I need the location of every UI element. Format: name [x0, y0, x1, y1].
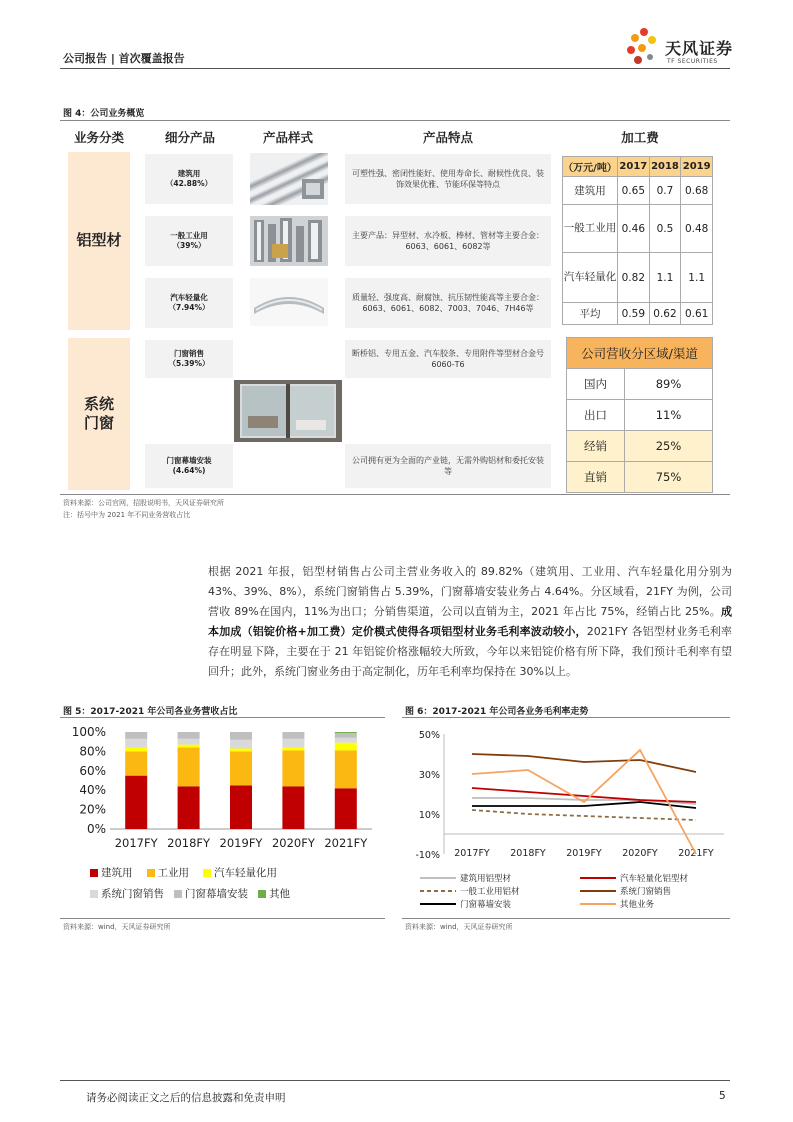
- legend-swatch: [258, 890, 266, 898]
- fee-cell: 平均: [563, 303, 618, 325]
- share-cell: 经销: [567, 431, 625, 462]
- bar-segment: [125, 732, 147, 739]
- features-building: 可塑性强、密闭性能好、使用寿命长、耐候性优良、装饰效果优雅、节能环保等特点: [345, 154, 551, 204]
- col-header-style: 产品样式: [262, 130, 313, 145]
- figure4-title: 图 4：公司业务概览: [63, 109, 145, 119]
- figure6-bottom-rule: [402, 918, 730, 919]
- bar-segment: [178, 745, 200, 748]
- revenue-share-table: [566, 337, 713, 493]
- fee-cell: 0.48: [681, 205, 713, 253]
- x-tick-label: 2021FY: [324, 836, 368, 850]
- legend-swatch: [203, 869, 211, 877]
- legend-item: 门窗幕墙安装: [174, 886, 248, 901]
- figure4-source: 资料来源：公司官网，招股说明书，天风证券研究所: [63, 499, 224, 507]
- legend-swatch: [90, 869, 98, 877]
- fee-table-header: [563, 157, 713, 177]
- y-tick-label: -10%: [415, 850, 440, 861]
- fee-cell: 一般工业用: [563, 205, 618, 253]
- y-tick-label: 40%: [79, 783, 106, 798]
- page-number: 5: [719, 1090, 726, 1102]
- col-header-category: 业务分类: [73, 130, 124, 145]
- figure6-source: 资料来源：wind，天风证券研究所: [405, 923, 513, 931]
- fee-row: [563, 303, 713, 325]
- col-header-features: 产品特点: [422, 130, 473, 145]
- col-header-fee: 加工费: [621, 130, 659, 145]
- bar-segment: [125, 748, 147, 752]
- bar-segment: [125, 739, 147, 748]
- footer-disclaimer: 请务必阅读正文之后的信息披露和免责申明: [86, 1092, 286, 1104]
- legend-item: 汽车轻量化铝型材: [580, 872, 730, 884]
- fee-cell: 1.1: [649, 253, 681, 303]
- share-row: [567, 369, 713, 400]
- figure6-rule: [402, 717, 730, 718]
- legend-item: 门窗幕墙安装: [420, 898, 580, 910]
- y-tick-label: 0%: [86, 822, 106, 836]
- bar-segment: [335, 743, 357, 751]
- share-cell: 75%: [625, 462, 713, 493]
- legend-item: 其他业务: [580, 898, 730, 910]
- fee-year-cell: 2019: [681, 157, 713, 177]
- legend-line-icon: [580, 875, 616, 881]
- product-curtain-install: 门窗幕墙安装 (4.64%): [145, 444, 233, 488]
- fee-cell: 0.65: [618, 177, 650, 205]
- features-curtain-install: 公司拥有更为全面的产业链，无需外购铝材和委托安装等: [345, 444, 551, 488]
- y-tick-label: 50%: [418, 730, 440, 741]
- fee-cell: 0.62: [649, 303, 681, 325]
- figure4-bottom-rule: [60, 494, 730, 495]
- header-divider: [60, 68, 730, 69]
- x-tick-label: 2020FY: [622, 848, 658, 859]
- fee-row: [563, 177, 713, 205]
- fee-cell: 0.5: [649, 205, 681, 253]
- x-tick-label: 2018FY: [510, 848, 546, 859]
- figure5-legend: [90, 865, 380, 901]
- bar-segment: [178, 739, 200, 745]
- share-table-title: 公司营收分区域/渠道: [567, 338, 713, 369]
- bar-segment: [282, 748, 304, 751]
- legend-line-icon: [580, 888, 616, 894]
- share-cell: 11%: [625, 400, 713, 431]
- legend-item: 建筑用: [90, 865, 133, 880]
- bar-segment: [230, 748, 252, 751]
- logo-subtext: TF SECURITIES: [667, 58, 718, 65]
- legend-item: 建筑用铝型材: [420, 872, 580, 884]
- figure5-title: 图 5：2017-2021 年公司各业务营收占比: [63, 707, 238, 717]
- bar-segment: [230, 785, 252, 829]
- legend-item: 工业用: [147, 865, 190, 880]
- legend-swatch: [147, 869, 155, 877]
- x-tick-label: 2019FY: [566, 848, 602, 859]
- product-industrial: 一般工业用 （39%）: [145, 216, 233, 266]
- figure6-legend: [420, 872, 730, 910]
- report-header-title: 公司报告 | 首次覆盖报告: [63, 52, 185, 65]
- share-table-header: [567, 338, 713, 369]
- category-system-windows: 系统门窗: [68, 338, 130, 490]
- bar-segment: [125, 751, 147, 775]
- legend-item: 系统门窗销售: [90, 886, 164, 901]
- bar-segment: [230, 751, 252, 785]
- legend-line-icon: [580, 901, 616, 907]
- share-row: [567, 462, 713, 493]
- share-cell: 直销: [567, 462, 625, 493]
- fee-cell: 0.61: [681, 303, 713, 325]
- col-header-subproduct: 细分产品: [164, 130, 215, 145]
- fee-year-cell: 2018: [649, 157, 681, 177]
- fee-cell: 0.46: [618, 205, 650, 253]
- aluminum-profile-image: [250, 153, 328, 205]
- legend-line-icon: [420, 875, 456, 881]
- body-paragraph: 根据 2021 年报，铝型材销售占公司主营业务收入的 89.82%（建筑用、工业用、汽车轻量化用分别为 43%、39%、8%），系统门窗销售占 5.39%，门窗幕墙安装业务占 4.64%。分区域看，21FY 为例，公司营收 89%在国内，11%为出口；分销售渠道，公司以直销为主，2021 年占比 75%，经销占比 25%。成本加成（铝锭价格+加工费）定价模式使得各项铝型材业务毛利率波动较小，2021FY 各铝型材业务毛利率存在明显下降，主要在于 21 年铝锭价格涨幅较大所致，今年以来铝锭价格有所下降，我们预计毛利率有望回升；此外，系统门窗业务由于高定制化，历年毛利率均保持在 30%以上。: [208, 565, 732, 678]
- features-window-sales: 断桥铝、专用五金、汽车胶条、专用附件等型材合金号6060-T6: [345, 340, 551, 378]
- share-cell: 25%: [625, 431, 713, 462]
- bar-segment: [335, 788, 357, 829]
- figure5-rule: [60, 717, 385, 718]
- fee-cell: 汽车轻量化: [563, 253, 618, 303]
- fee-unit-cell: （万元/吨）: [563, 157, 618, 177]
- x-tick-label: 2017FY: [114, 836, 158, 850]
- bar-segment: [335, 750, 357, 788]
- stacked-bar-chart: [60, 722, 385, 857]
- fee-year-cell: 2017: [618, 157, 650, 177]
- legend-line-icon: [420, 888, 456, 894]
- legend-line-icon: [420, 901, 456, 907]
- legend-item: 汽车轻量化用: [203, 865, 277, 880]
- share-cell: 国内: [567, 369, 625, 400]
- legend-item: 其他: [258, 886, 290, 901]
- window-room-image: [234, 380, 342, 442]
- fee-cell: 0.7: [649, 177, 681, 205]
- logo-text: 天风证券: [665, 39, 734, 58]
- footer-divider: [60, 1080, 730, 1081]
- share-row: [567, 400, 713, 431]
- share-row: [567, 431, 713, 462]
- fee-cell: 1.1: [681, 253, 713, 303]
- tf-logo-icon: [622, 26, 662, 68]
- y-tick-label: 80%: [79, 744, 106, 759]
- fee-cell: 0.68: [681, 177, 713, 205]
- bar-segment: [282, 750, 304, 786]
- figure5-bottom-rule: [60, 918, 385, 919]
- line-chart: [402, 722, 730, 862]
- bar-segment: [282, 739, 304, 748]
- share-cell: 89%: [625, 369, 713, 400]
- features-auto: 质量轻、强度高、耐腐蚀、抗压韧性能高等主要合金：6063、6061、6082、7003、7046、7H46等: [345, 278, 551, 328]
- fee-cell: 建筑用: [563, 177, 618, 205]
- y-tick-label: 100%: [71, 725, 106, 739]
- x-tick-label: 2017FY: [454, 848, 490, 859]
- bar-segment: [335, 732, 357, 733]
- bar-segment: [335, 738, 357, 743]
- bar-segment: [335, 733, 357, 738]
- processing-fee-table: [562, 156, 713, 325]
- bar-segment: [282, 786, 304, 829]
- share-cell: 出口: [567, 400, 625, 431]
- product-building: 建筑用 （42.88%）: [145, 154, 233, 204]
- y-tick-label: 20%: [79, 802, 106, 817]
- series-line: [472, 754, 696, 772]
- x-tick-label: 2021FY: [678, 848, 714, 859]
- fee-cell: 0.82: [618, 253, 650, 303]
- figure4-note: 注：括号中为 2021 年不同业务营收占比: [63, 511, 191, 519]
- figure6-title: 图 6：2017-2021 年公司各业务毛利率走势: [405, 707, 589, 717]
- x-tick-label: 2020FY: [271, 836, 315, 850]
- legend-item: 系统门窗销售: [580, 885, 730, 897]
- x-tick-label: 2019FY: [219, 836, 263, 850]
- bar-segment: [125, 776, 147, 829]
- legend-swatch: [174, 890, 182, 898]
- figure5-source: 资料来源：wind，天风证券研究所: [63, 923, 171, 931]
- legend-swatch: [90, 890, 98, 898]
- bar-segment: [178, 732, 200, 739]
- fee-row: [563, 205, 713, 253]
- bar-segment: [230, 732, 252, 740]
- product-window-sales: 门窗销售 （5.39%）: [145, 340, 233, 378]
- fee-cell: 0.59: [618, 303, 650, 325]
- series-line: [472, 810, 696, 820]
- features-industrial: 主要产品：异型材、水冷板、棒材、管材等主要合金：6063、6061、6082等: [345, 216, 551, 266]
- x-tick-label: 2018FY: [167, 836, 211, 850]
- bar-segment: [282, 732, 304, 739]
- auto-beam-image: [250, 278, 328, 326]
- y-tick-label: 30%: [418, 770, 440, 781]
- y-tick-label: 60%: [79, 763, 106, 778]
- industrial-profile-image: [250, 216, 328, 266]
- bar-segment: [178, 786, 200, 829]
- figure4-rule: [60, 120, 730, 121]
- category-aluminum: 铝型材: [68, 152, 130, 330]
- legend-item: 一般工业用铝材: [420, 885, 580, 897]
- bar-segment: [178, 748, 200, 787]
- y-tick-label: 10%: [418, 810, 440, 821]
- fee-row: [563, 253, 713, 303]
- product-auto: 汽车轻量化 （7.94%）: [145, 278, 233, 328]
- bar-segment: [230, 740, 252, 749]
